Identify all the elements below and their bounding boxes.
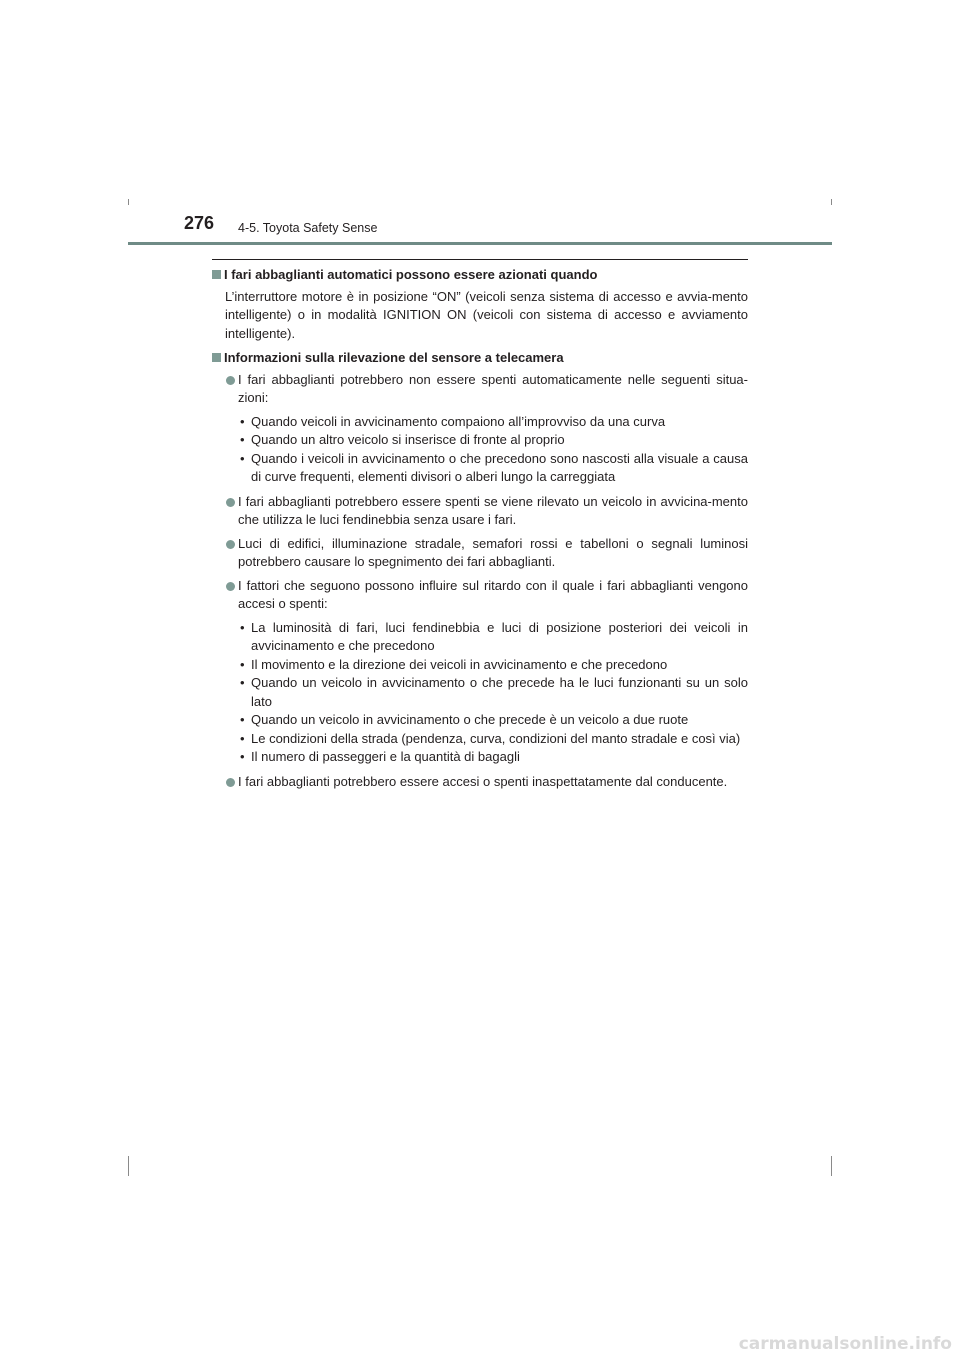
content-top-rule [212,259,748,260]
bullet-text: Luci di edifici, illuminazione stradale, semafori rossi e tabelloni o segnali luminosi potrebbero causare lo spegnimento dei fari abbaglianti. [238,535,748,569]
sub-item-text: Quando i veicoli in avvicinamento o che precedono sono nascosti alla visuale a causa di curve frequenti, elementi divisori o alberi lungo la carreggiata [251,450,748,484]
bullet-item [212,535,748,572]
bullet-text: I fari abbaglianti potrebbero non essere spenti automaticamente nelle seguenti situa-zioni: [238,371,748,405]
sub-item-text: Il numero di passeggeri e la quantità di bagagli [251,749,520,764]
sub-item-text: Quando un veicolo in avvicinamento o che precede è un veicolo a due ruote [251,712,689,727]
bullet-text: I fari abbaglianti potrebbero essere accesi o spenti inaspettatamente dal conducente. [238,773,728,789]
bullet-text: I fattori che seguono possono influire sul ritardo con il quale i fari abbaglianti vengono accesi o spenti: [238,577,748,611]
crop-mark-bottom-right [831,1156,832,1176]
round-bullet-icon [226,540,235,549]
sub-list-item [212,656,748,675]
bullet-item [212,773,748,792]
crop-mark-top-left [128,199,129,205]
square-bullet-icon [212,270,221,279]
section-heading [212,349,748,368]
watermark-link[interactable]: carmanualsonline.info [738,1334,952,1354]
heading-text: Informazioni sulla rilevazione del sensore a telecamera [224,350,564,365]
sub-list-item [212,450,748,487]
sub-item-text: Quando un altro veicolo si inserisce di fronte al proprio [251,432,565,447]
sub-item-text: Quando veicoli in avvicinamento compaiono all’improvviso da una curva [251,413,666,429]
sub-list-item [212,674,748,711]
dot-marker: • [240,712,245,727]
crop-mark-top-right [831,199,832,205]
round-bullet-icon [226,498,235,507]
sub-list [212,619,748,767]
square-bullet-icon [212,353,221,362]
sub-item-text: Quando un veicolo in avvicinamento o che precede ha le luci funzionanti su un solo lato [251,675,748,709]
dot-marker: • [240,656,245,672]
sub-item-text: La luminosità di fari, luci fendinebbia e luci di posizione posteriori dei veicoli in avvicinamento e che precedono [251,619,748,653]
dot-marker: • [240,619,245,635]
header-rule [128,242,832,245]
dot-marker: • [240,749,245,764]
bullet-item [212,577,748,614]
sub-list-item [212,431,748,450]
dot-marker: • [240,675,245,690]
round-bullet-icon [226,582,235,591]
heading-text: I fari abbaglianti automatici possono essere azionati quando [224,267,598,282]
sub-list-item [212,730,748,749]
sub-list-item [212,711,748,730]
dot-marker: • [240,432,245,447]
sub-item-text: Le condizioni della strada (pendenza, curva, condizioni del manto stradale e così via) [251,730,741,746]
sub-list-item [212,748,748,767]
bullet-text: I fari abbaglianti potrebbero essere spenti se viene rilevato un veicolo in avvicina-mento che utilizza le luci fendinebbia senza usare i fari. [238,493,748,527]
bullet-item [212,371,748,408]
dot-marker: • [240,450,245,466]
page-content [212,266,748,796]
crop-mark-bottom-left [128,1156,129,1176]
sub-list-item [212,413,748,432]
section-heading [212,266,748,285]
bullet-item [212,493,748,530]
dot-marker: • [240,413,245,429]
page-number: 276 [184,213,215,233]
sub-list [212,413,748,487]
dot-marker: • [240,730,245,746]
sub-list-item [212,619,748,656]
paragraph: L’interruttore motore è in posizione “ON” (veicoli senza sistema di accesso e avvia-mento intelligente) o in modalità IGNITION ON (veicoli con sistema di accesso e avviamento intelligente). [225,288,748,341]
round-bullet-icon [226,778,235,787]
section-title: 4-5. Toyota Safety Sense [238,221,378,235]
sub-item-text: Il movimento e la direzione dei veicoli in avvicinamento e che precedono [251,656,668,672]
round-bullet-icon [226,376,235,385]
